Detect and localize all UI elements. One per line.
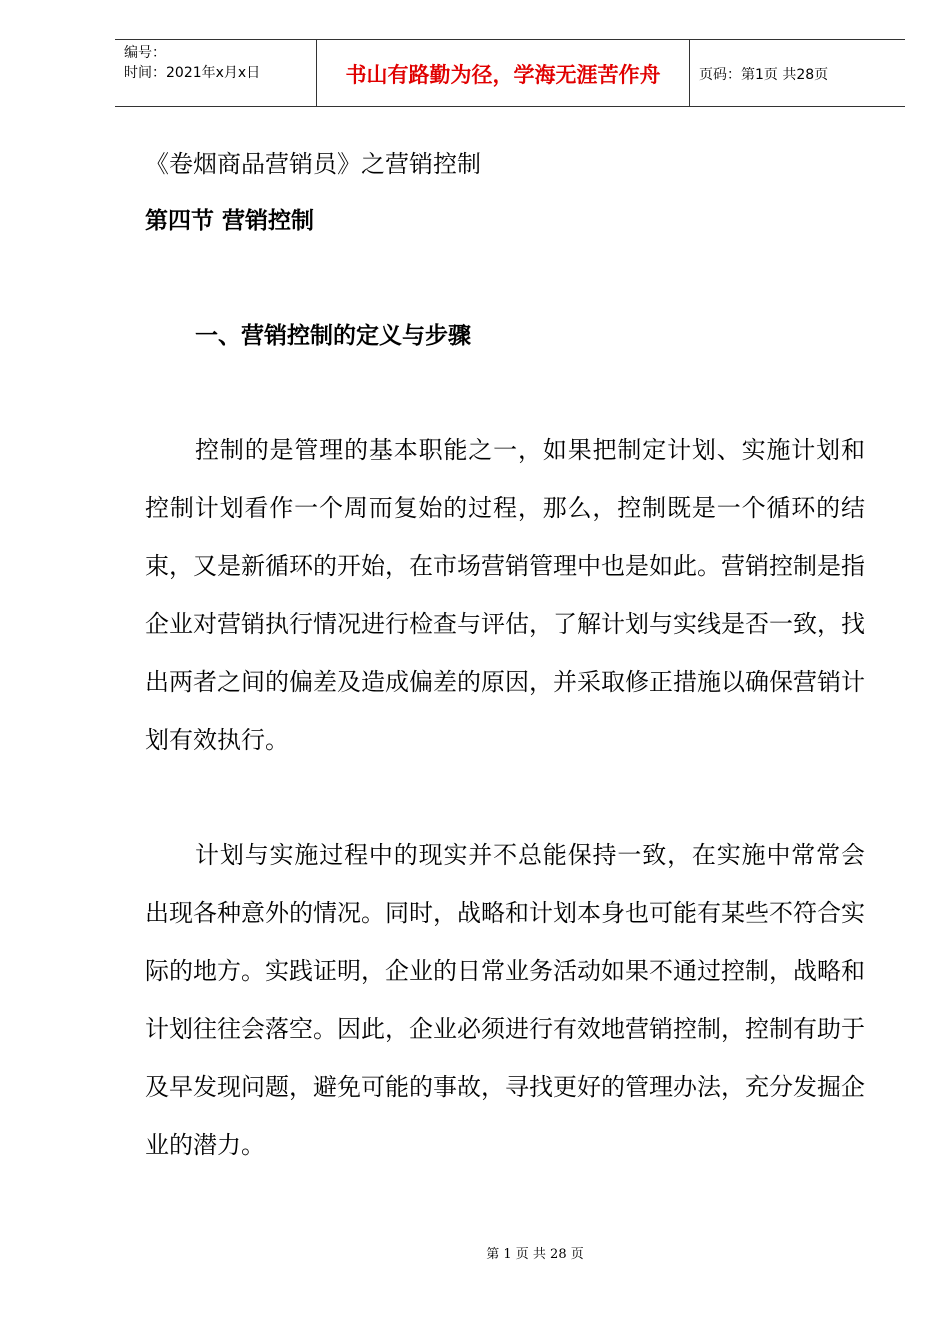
- header-motto: 书山有路勤为径，学海无涯苦作舟: [316, 40, 690, 106]
- document-time-label: 时间：2021年x月x日: [124, 65, 261, 81]
- header-meta: [115, 40, 316, 106]
- document-title: 《卷烟商品营销员》之营销控制: [145, 150, 481, 178]
- section-heading: 第四节 营销控制: [145, 208, 315, 234]
- page-footer: 第 1 页 共 28 页: [486, 1247, 584, 1262]
- header-page-info: 页码：第1页 共28页: [699, 67, 829, 83]
- document-number-label: 编号：: [124, 45, 166, 61]
- body-paragraph: 控制的是管理的基本职能之一，如果把制定计划、实施计划和控制计划看作一个周而复始的过程，那么，控制既是一个循环的结束，又是新循环的开始，在市场营销管理中也是如此。营销控制是指企业对营销执行情况进行检查与评估，了解计划与实线是否一致，找出两者之间的偏差及造成偏差的原因，并采取修正措施以确保营销计划有效执行。: [145, 436, 865, 754]
- page-header: [115, 39, 905, 107]
- sub-heading: 一、营销控制的定义与步骤: [195, 323, 471, 349]
- body-paragraph: 计划与实施过程中的现实并不总能保持一致，在实施中常常会出现各种意外的情况。同时，战略和计划本身也可能有某些不符合实际的地方。实践证明，企业的日常业务活动如果不通过控制，战略和计划往往会落空。因此，企业必须进行有效地营销控制，控制有助于及早发现问题，避免可能的事故，寻找更好的管理办法，充分发掘企业的潜力。: [145, 841, 865, 1159]
